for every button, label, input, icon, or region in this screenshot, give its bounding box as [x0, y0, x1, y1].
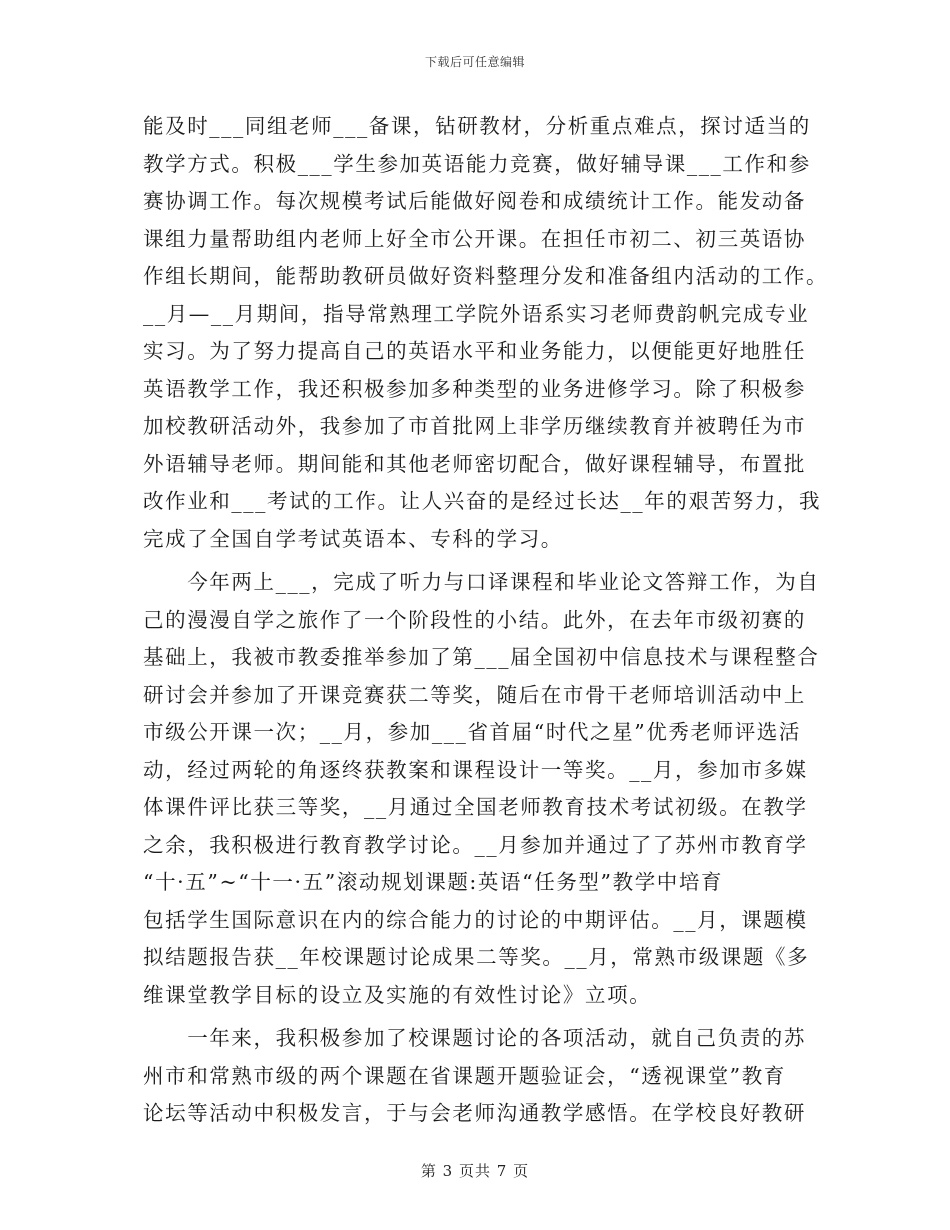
text-line: 外语辅导老师。期间能和其他老师密切配合，做好课程辅导，布置批	[143, 451, 806, 476]
text-line: 实习。为了努力提高自己的英语水平和业务能力，以便能更好地胜任	[143, 339, 806, 363]
text-line: 教学方式。积极___学生参加英语能力竞赛，做好辅导课___工作和参	[143, 151, 811, 176]
paragraph	[143, 1020, 806, 1133]
text-line: 动，经过两轮的角逐终获教案和课程设计一等奖。__月，参加市多媒	[143, 757, 808, 782]
page-footer: 第 3 页共 7 页	[420, 1162, 530, 1180]
text-line: 拟结题报告获__年校课题讨论成果二等奖。__月，常熟市级课题《多	[143, 945, 810, 969]
text-line: 体课件评比获三等奖，__月通过全国老师教育技术考试初级。在教学	[143, 795, 808, 819]
text-line: 包括学生国际意识在内的综合能力的讨论的中期评估。__月，课题模	[143, 907, 808, 932]
text-line: 赛协调工作。每次规模考试后能做好阅卷和成绩统计工作。能发动备	[143, 189, 806, 213]
document-body	[143, 108, 829, 1133]
text-line: 加校教研活动外，我参加了市首批网上非学历继续教育并被聘任为市	[143, 414, 806, 438]
text-line: 论坛等活动中积极发言，于与会老师沟通教学感悟。在学校良好教研	[143, 1101, 806, 1125]
text-line: 基础上，我被市教委推举参加了第___届全国初中信息技术与课程整合	[143, 645, 820, 669]
text-line: 完成了全国自学考试英语本、专科的学习。	[143, 526, 563, 551]
text-line: 之余，我积极进行教育教学讨论。__月参加并通过了了苏州市教育学	[143, 832, 808, 857]
text-line: 英语教学工作，我还积极参加多种类型的业务进修学习。除了积极参	[143, 376, 806, 401]
text-line: 己的漫漫自学之旅作了一个阶段性的小结。此外，在去年市级初赛的	[143, 607, 806, 632]
paragraph	[143, 108, 829, 558]
text-line: 研讨会并参加了开课竞赛获二等奖，随后在市骨干老师培训活动中上	[143, 682, 806, 707]
text-line: 能及时___同组老师___备课，钻研教材，分析重点难点，探讨适当的	[143, 114, 811, 138]
paragraph	[143, 564, 820, 1014]
text-line: __月—__月期间，指导常熟理工学院外语系实习老师费韵帆完成专业	[143, 301, 810, 326]
text-line: 维课堂教学目标的设立及实施的有效性讨论》立项。	[143, 982, 652, 1007]
text-line: 改作业和___考试的工作。让人兴奋的是经过长达__年的艰苦努力，我	[143, 489, 822, 513]
text-line: “十·五”~“十一·五”滚动规划课题:英语“任务型”教学中培育	[143, 870, 724, 894]
text-line: 今年两上___，完成了听力与口译课程和毕业论文答辩工作，为自	[143, 570, 820, 594]
text-line: 一年来，我积极参加了校课题讨论的各项活动，就自己负责的苏	[143, 1026, 806, 1050]
text-line: 课组力量帮助组内老师上好全市公开课。在担任市初二、初三英语协	[143, 226, 806, 251]
text-line: 州市和常熟市级的两个课题在省课题开题验证会，“透视课堂”教育	[143, 1063, 786, 1088]
text-line: 作组长期间，能帮助教研员做好资料整理分发和准备组内活动的工作。	[143, 264, 829, 288]
text-line: 市级公开课一次；__月，参加___省首届“时代之星”优秀老师评选活	[143, 720, 802, 744]
page-header: 下载后可任意编辑	[424, 55, 525, 69]
